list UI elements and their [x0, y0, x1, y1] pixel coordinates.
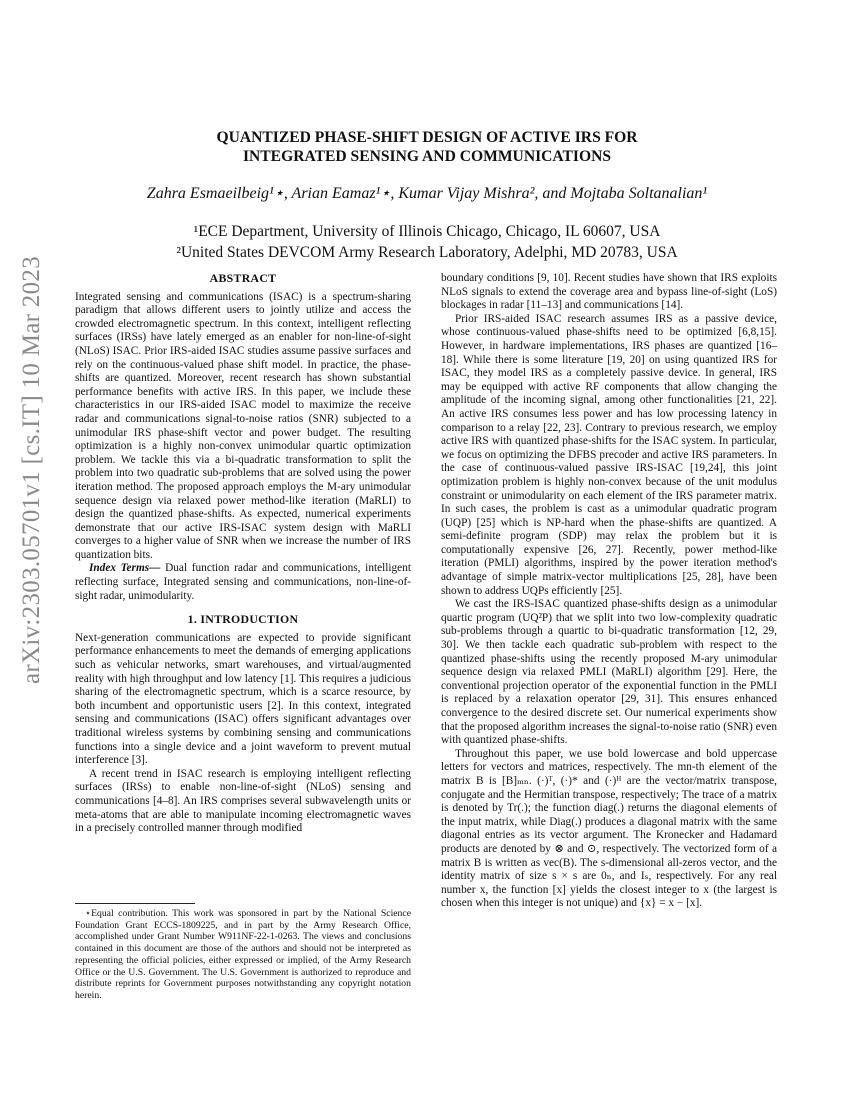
intro-paragraph-4: We cast the IRS-ISAC quantized phase-shifts design as a unimodular quartic program (UQ²P) that we split into two low-complexity quadratic sub-problems through a quartic to bi-quadratic transformation [12, 29, 30]. We then tackle each quadratic sub-problem with respect to the quantized phase-shifts using the recently proposed M-ary unimodular sequence design via relaxed PMLI (MaRLI) algorithm [29]. Here, the conventional projection operator of the exponential function in the PMLI is replaced by a relaxation operator [29, 31]. This ensures enhanced convergence to the desired discrete set. Our numerical experiments show that the proposed algorithm increases the signal-to-noise ratio (SNR) even with quantized phase-shifts. [441, 598, 777, 747]
footnote [75, 903, 411, 1002]
intro-paragraph-5: Throughout this paper, we use bold lowercase and bold uppercase letters for vectors and matrices, respectively. The mn-th element of the matrix B is [B]ₘₙ. (·)ᵀ, (·)* and (·)ᴴ are the vector/matrix transpose, conjugate and the Hermitian transpose, respectively; The trace of a matrix is denoted by Tr(.); the function diag(.) returns the diagonal elements of the input matrix, while Diag(.) produces a diagonal matrix with the same diagonal entries as its vector argument. The Kronecker and Hadamard products are denoted by ⊗ and ⊙, respectively. The vectorized form of a matrix B is written as vec(B). The s-dimensional all-zeros vector, and the identity matrix of size s × s are 0ₙ, and Iₛ, respectively. For any real number x, the function [x] yields the closest integer to x (the largest is chosen when this integer is not unique) and {x} = x − [x]. [441, 747, 777, 910]
index-terms [75, 562, 411, 603]
affiliations [75, 221, 779, 263]
index-terms-label: Index Terms— [89, 562, 161, 575]
intro-paragraph-3: Prior IRS-aided ISAC research assumes IRS as a passive device, whose continuous-valued phase-shifts need to be optimized [6,8,15]. However, in hardware implementations, IRS phases are quantized [16–18]. While there is some literature [19, 20] on using quantized IRS for ISAC, they model IRS as a completely passive device. In general, IRS may be equipped with active RF components that allow changing the amplitude of the incoming signal, among other functionalities [21, 22]. An active IRS consumes less power and has low processing latency in comparison to a relay [22, 23]. Contrary to previous research, we employ active IRS with quantized phase-shifts for the ISAC system. In particular, we focus on optimizing the DFBS precoder and active IRS parameters. In the case of continuous-valued passive IRS-ISAC [19,24], this joint optimization problem is highly non-convex because of the unit modulus constraint or unimodularity on each element of the IRS parameter matrix. In such cases, the problem is cast as a unimodular quadratic program (UQP) [25] which is NP-hard when the phase-shifts are quantized. A semi-definite program (SDP) may relax the problem but it is computationally expensive [26, 27]. Recently, power method-like iteration (PMLI) algorithms, inspired by the power iteration method's advantage of simple matrix-vector multiplications [25, 28], have been shown to address UQPs efficiently [25]. [441, 312, 777, 597]
paper-title [75, 128, 779, 166]
left-column [75, 272, 411, 836]
intro-paragraph-2-continued: boundary conditions [9, 10]. Recent studies have shown that IRS exploits NLoS signals to extend the coverage area and bypass line-of-sight (LoS) blockages in radar [11–13] and communications [14]. [441, 272, 777, 312]
abstract-heading: ABSTRACT [209, 271, 277, 285]
footnote-rule [75, 903, 195, 904]
affiliation-1: ¹ECE Department, University of Illinois Chicago, Chicago, IL 60607, USA [193, 223, 661, 240]
arxiv-identifier-stamp [8, 210, 56, 730]
affiliation-2: ²United States DEVCOM Army Research Laboratory, Adelphi, MD 20783, USA [176, 244, 678, 261]
index-terms-text: Dual function radar and communications, intelligent reflecting surface, Integrated sensing and communications, non-line-of-sight radar, unimodularity. [75, 562, 411, 602]
intro-paragraph-2: A recent trend in ISAC research is employing intelligent reflecting surfaces (IRSs) to enable non-line-of-sight (NLoS) sensing and communications [4–8]. An IRS comprises several subwavelength units or meta-atoms that are able to manipulate incoming electromagnetic waves in a precisely controlled manner through modified [75, 767, 411, 835]
arxiv-identifier-text: arXiv:2303.05701v1 [cs.IT] 10 Mar 2023 [18, 256, 45, 684]
abstract-text: Integrated sensing and communications (ISAC) is a spectrum-sharing paradigm that allows different users to jointly utilize and access the crowded electromagnetic spectrum. In this context, intelligent reflecting surfaces (IRSs) have lately emerged as an enabler for non-line-of-sight (NLoS) ISAC. Prior IRS-aided ISAC studies assume passive surfaces and rely on the continuous-valued phase shift model. In practice, the phase-shifts are quantized. Moreover, recent research has shown substantial performance benefits with active IRS. In this paper, we include these characteristics in our IRS-aided ISAC model to maximize the receive radar and communications signal-to-noise ratios (SNR) subjected to a unimodular IRS phase-shift vector and power budget. The resulting optimization is a highly non-convex unimodular quartic optimization problem. We tackle this via a bi-quadratic transformation to split the problem into two quadratic sub-problems that are solved using the power iteration method. The proposed approach employs the M-ary unimodular sequence design via relaxed power method-like iteration (MaRLI) to design the quantized phase-shifts. As expected, numerical experiments demonstrate that our active IRS-ISAC system design with MaRLI converges to a higher value of SNR when we increase the number of IRS quantization bits. [75, 290, 411, 561]
footnote-text: ⋆Equal contribution. This work was sponsored in part by the National Science Foundation Grant ECCS-1809225, and in part by the Army Research Office, accomplished under Grant Number W911NF-22-1-0263. The views and conclusions contained in this document are those of the authors and should not be interpreted as representing the official policies, either expressed or implied, of the Army Research Office or the U.S. Government. The U.S. Government is authorized to reproduce and distribute reprints for Government purposes notwithstanding any copyright notation herein. [75, 908, 411, 1001]
paper-title-line-2: INTEGRATED SENSING AND COMMUNICATIONS [242, 148, 612, 165]
introduction-heading: 1. INTRODUCTION [187, 612, 299, 627]
right-column [441, 272, 777, 911]
paper-title-line-1: QUANTIZED PHASE-SHIFT DESIGN OF ACTIVE IRS FOR [216, 129, 638, 146]
intro-paragraph-1: Next-generation communications are expected to provide significant performance enhancements to meet the demands of emerging applications such as vehicular networks, smart warehouses, and virtual/augmented reality with high throughput and low latency [1]. This requires a judicious sharing of the electromagnetic spectrum, which is a scarce resource, by both incumbent and opportunistic users [2]. In this context, integrated sensing and communications (ISAC) offers significant advantages over traditional wireless systems by combining sensing and communications functions into a single device and a joint waveform to prevent mutual interference [3]. [75, 631, 411, 767]
author-list: Zahra Esmaeilbeig¹⋆, Arian Eamaz¹⋆, Kumar Vijay Mishra², and Mojtaba Soltanalian¹ [146, 185, 708, 202]
